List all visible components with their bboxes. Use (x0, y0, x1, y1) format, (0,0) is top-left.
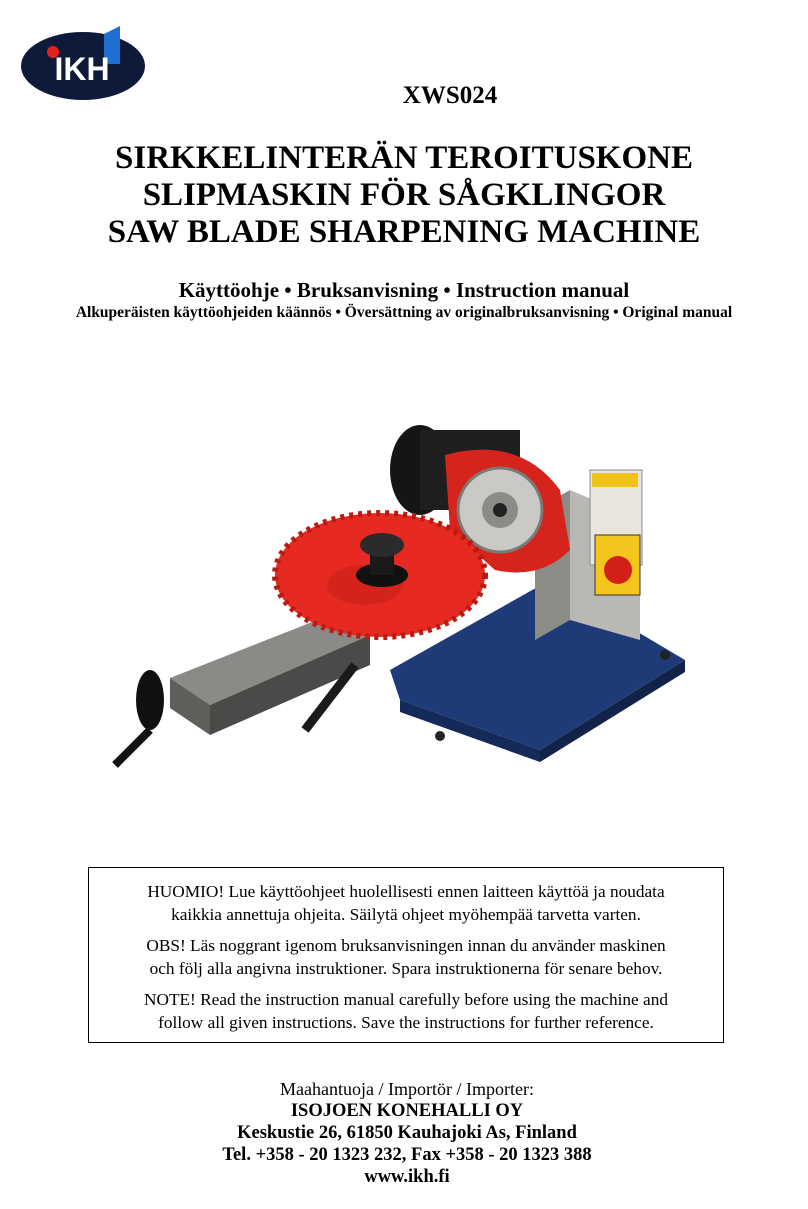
importer-phone: Tel. +358 - 20 1323 232, Fax +358 - 20 1323 388 (222, 1145, 592, 1165)
title-finnish: SIRKKELINTERÄN TEROITUSKONE (115, 140, 693, 176)
product-title (0, 140, 808, 251)
importer-info (0, 1078, 808, 1188)
importer-label: Maahantuoja / Importör / Importer: (280, 1079, 534, 1099)
svg-text:IKH: IKH (54, 51, 110, 87)
notice-english: NOTE! Read the instruction manual carefully before using the machine and follow all given instructions. Save the instructions for further reference. (143, 990, 668, 1032)
warning-notice-box (88, 867, 724, 1043)
title-swedish: SLIPMASKIN FÖR SÅGKLINGOR (142, 177, 666, 213)
manual-type-line: Käyttöohje • Bruksanvisning • Instruction manual (178, 278, 630, 302)
machine-photo (100, 410, 700, 800)
importer-company: ISOJOEN KONEHALLI OY (290, 1101, 524, 1121)
importer-website: www.ikh.fi (364, 1167, 450, 1187)
importer-address: Keskustie 26, 61850 Kauhajoki As, Finland (237, 1123, 577, 1143)
title-english: SAW BLADE SHARPENING MACHINE (107, 214, 701, 250)
model-number: XWS024 (402, 82, 498, 109)
original-manual-line: Alkuperäisten käyttöohjeiden käännös • Översättning av originalbruksanvisning • Original manual (75, 304, 733, 321)
notice-finnish: HUOMIO! Lue käyttöohjeet huolellisesti ennen laitteen käyttöä ja noudata kaikkia annettuja ohjeita. Säilytä ohjeet myöhempää tarvetta varten. (147, 882, 665, 924)
notice-swedish: OBS! Läs noggrant igenom bruksanvisningen innan du använder maskinen och följ alla angivna instruktioner. Spara instruktionerna för senare behov. (146, 936, 666, 978)
